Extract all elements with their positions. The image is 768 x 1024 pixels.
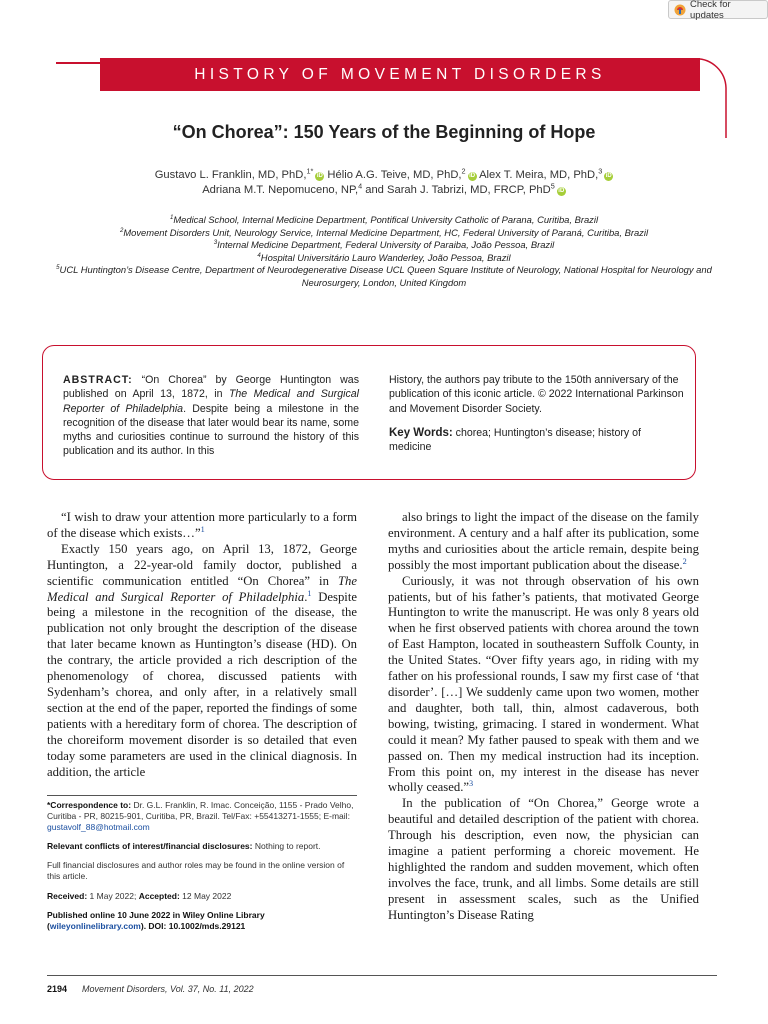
author-name: Alex T. Meira, MD, PhD,: [479, 169, 599, 181]
body-text: Despite being a milestone in the recognition of the disease, the publication not only brought the description of the disease that later became known as Huntington’s disease (HD). On the contrary, the article provided a rich description of the phenomenology of chorea, discussed patients with Sydenham’s chorea, and only after, in a relatively small section at the end of the paper, reported the findings of some patients with a hereditary form of chorea. The description of the choreiform movement disorder is so detailed that even today some parameters are used in the clinical diagnosis. In addition, the article: [47, 589, 357, 779]
dates-note: [47, 891, 357, 902]
affiliation: [30, 264, 738, 289]
body-text: .: [304, 589, 308, 604]
journal-name: The Medical and Surgical Reporter of Philadelphia: [47, 573, 357, 604]
reference-number: 1: [307, 588, 312, 598]
affiliation: [30, 252, 738, 265]
affiliation-number: 5: [56, 263, 60, 271]
author-name: and Sarah J. Tabrizi, MD, FRCP, PhD: [365, 184, 551, 196]
body-text: Exactly 150 years ago, on April 13, 1872, George Huntington, a 22-year-old family doctor, published a scientific communication entitled “On Chorea” in: [47, 541, 357, 588]
affiliation: [30, 214, 738, 227]
disclosures-note: Full financial disclosures and author roles may be found in the online version of this article.: [47, 860, 345, 882]
body-text: Curiously, it was not through observation of his own patients, but of his father’s patients, that motivated George Huntington to write the manuscript. He was only 8 years old when he first observed patients with chorea around the town of East Hampton, located in southeastern Suffolk County, in the United States. “Over fifty years ago, in riding with my father on his professional rounds, I saw my first case of ‘that disorder’. […] We suddenly came upon two women, mother and daughter, both tall, thin, almost cadaverous, both bowing, twisting, grimacing. I stared in wonderment. What could it mean? My father paused to speak with them and we passed on. Then my medical instruction had its inception. From this point on, my interest in the disease has never wholly ceased.”: [388, 573, 699, 795]
affiliation-number: 4: [257, 251, 261, 259]
abstract-segment: “On Chorea” by George Huntington was published on April 13, 1872, in: [63, 374, 359, 401]
received-date: 1 May 2022;: [89, 890, 137, 901]
body-paragraph: [47, 510, 357, 542]
affiliation-text: Movement Disorders Unit, Neurology Service, Internal Medicine Department, HC, Federal University of Paraná, Curitiba, Brazil: [123, 226, 649, 238]
affiliation-number: 2: [119, 226, 124, 234]
article-title: “On Chorea”: 150 Years of the Beginning of Hope: [172, 122, 596, 142]
body-paragraph: [388, 510, 699, 574]
abstract-segment: . Despite being a milestone in the recognition of the disease that later would bear its name, some myths and curiosities continue to surround the history of this publication and its author. In this: [63, 402, 359, 458]
author-name: Hélio A.G. Teive, MD, PhD,: [327, 169, 462, 181]
author-affiliation-number: 5: [550, 181, 555, 191]
section-banner: [100, 58, 700, 91]
conflicts-label: Relevant conflicts of interest/financial disclosures:: [47, 841, 253, 852]
abstract-left-column: [63, 373, 359, 459]
orcid-icon[interactable]: iD: [605, 173, 612, 179]
page-number: 2194: [47, 984, 68, 994]
affiliation-list: [30, 214, 738, 289]
keywords-text: chorea; Huntington’s disease; history of medicine: [389, 426, 641, 454]
affiliation-text: Hospital Universitário Lauro Wanderley, João Pessoa, Brazil: [260, 251, 511, 263]
body-paragraph: [388, 574, 699, 797]
body-left-column: [47, 510, 357, 780]
orcid-icon[interactable]: iD: [469, 173, 476, 179]
footer-rule: [47, 975, 717, 976]
affiliation-number: 3: [213, 238, 218, 246]
email-link[interactable]: gustavolf_88@hotmail.com: [47, 822, 150, 833]
abstract-text: [63, 374, 359, 457]
author-affiliation-number: 3: [598, 166, 603, 176]
author-name: Adriana M.T. Nepomuceno, NP,: [202, 184, 359, 196]
page-footer: [47, 984, 254, 994]
abstract-right-column: [389, 373, 686, 454]
reference-number: 2: [682, 556, 687, 566]
accepted-date: 12 May 2022: [182, 890, 232, 901]
doi-text: ). DOI: 10.1002/mds.29121: [140, 920, 246, 931]
banner-rule: [56, 62, 100, 64]
author-list: [40, 168, 728, 198]
conflicts-note: [47, 841, 357, 852]
orcid-icon[interactable]: iD: [316, 173, 323, 179]
author-affiliation-number: 2: [461, 166, 466, 176]
body-text: “I wish to draw your attention more particularly to a form of the disease which exists…”: [47, 510, 357, 540]
abstract-label: ABSTRACT:: [63, 374, 133, 386]
publication-note: Published online 10 June 2022 in Wiley Online Library (wileyonlinelibrary.com). DOI: 10.1002/mds.29121: [47, 909, 265, 931]
author-affiliation-number: 4: [358, 181, 363, 191]
journal-name: The Medical and Surgical Reporter of Philadelphia: [63, 388, 359, 415]
body-paragraph: [388, 796, 699, 923]
affiliation: [30, 239, 738, 252]
update-badge-icon: [674, 4, 686, 16]
author-name: Gustavo L. Franklin, MD, PhD,: [154, 169, 307, 181]
accepted-label: Accepted:: [138, 890, 180, 901]
footnotes: [47, 800, 357, 940]
reference-number: 3: [469, 779, 474, 789]
conflicts-text: Nothing to report.: [254, 841, 321, 852]
affiliation-number: 1: [169, 213, 174, 221]
check-for-updates-label: Check for updates: [690, 0, 731, 21]
published-text: Published online 10 June 2022 in Wiley Online Library: [47, 909, 265, 920]
orcid-icon[interactable]: iD: [558, 188, 565, 194]
abstract-text-continued: History, the authors pay tribute to the 150th anniversary of the publication of this iconic article. © 2022 International Parkinson and Movement Disorder Society.: [389, 374, 684, 415]
keywords-label: Key Words:: [389, 426, 453, 439]
author-affiliation-number: 1*: [306, 166, 314, 176]
body-text: In the publication of “On Chorea,” George wrote a beautiful and detailed description of the patient with chorea. Through his description, even now, the physician can imagine a patient performing a choreic movement. He highlighted the random and sudden movement, which often involves the face, trunk, and all limbs. Some details are still present in assessment scales, such as the Unified Huntington’s Disease Rating: [388, 796, 699, 922]
footnote-rule: [47, 795, 357, 796]
body-text: also brings to light the impact of the disease on the family environment. A century and a half after its publication, some myths and curiosities about the article remain, despite being possibly the most important publication about the disease.: [388, 510, 699, 572]
section-title: HISTORY OF MOVEMENT DISORDERS: [194, 65, 606, 83]
journal-citation: Movement Disorders, Vol. 37, No. 11, 2022: [82, 984, 254, 994]
reference-number: 1: [200, 524, 205, 534]
body-right-column: [388, 510, 699, 924]
correspondence-note: [47, 800, 357, 833]
author-line-2: [40, 183, 728, 198]
body-paragraph: [47, 542, 357, 781]
author-line-1: [40, 168, 728, 183]
library-link[interactable]: wileyonlinelibrary.com: [49, 920, 141, 931]
check-for-updates-button[interactable]: [668, 0, 768, 19]
correspondence-label: *Correspondence to:: [47, 800, 132, 810]
correspondence-text: Dr. G.L. Franklin, R. Imac. Conceição, 1155 - Prado Velho, Curitiba - PR, 80215-901, Curitiba, PR, Brazil. Tel/Fax: +55413271-1555; E-mail:: [47, 800, 354, 822]
affiliation: [30, 227, 738, 240]
affiliation-text: UCL Huntington’s Disease Centre, Department of Neurodegenerative Disease UCL Queen Square Institute of Neurology, National Hospital for Neurology and Neurosurgery, London, United Kingdom: [59, 264, 712, 288]
affiliation-text: Internal Medicine Department, Federal University of Paraiba, João Pessoa, Brazil: [217, 239, 555, 250]
keywords: [389, 426, 686, 455]
affiliation-text: Medical School, Internal Medicine Department, Pontifical University Catholic of Parana, Curitiba, Brazil: [173, 214, 599, 225]
received-label: Received:: [47, 890, 88, 901]
